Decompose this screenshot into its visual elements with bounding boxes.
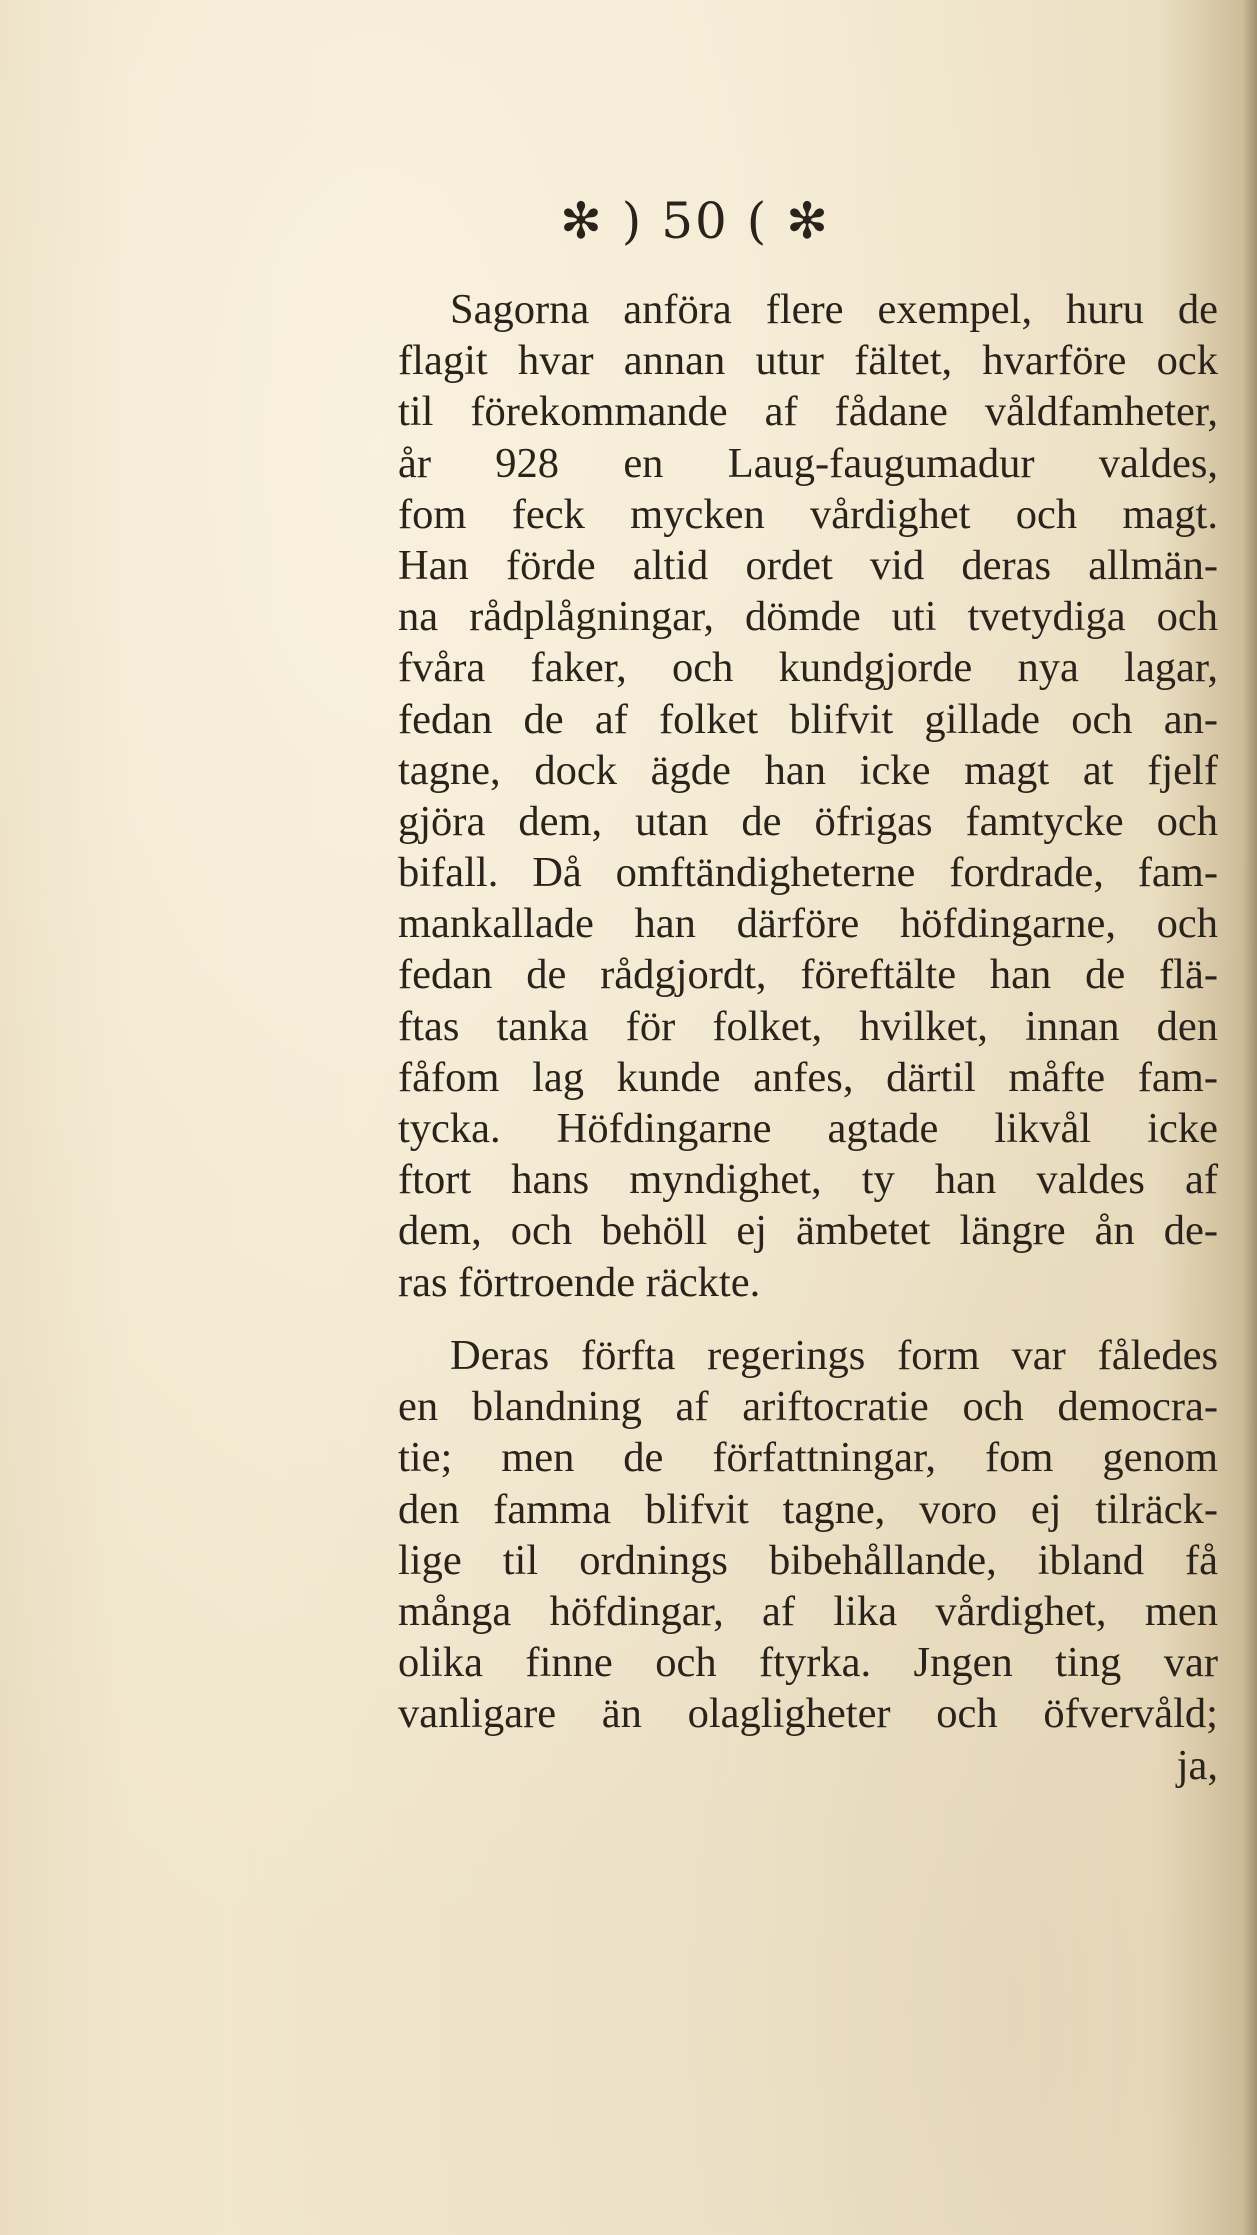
text-line: tie; men de författningar, fom genom xyxy=(398,1434,1218,1482)
paragraph-2 xyxy=(398,1330,1218,1791)
text-line: en blandning af ariftocratie och democra- xyxy=(398,1383,1218,1431)
text-line: lige til ordnings bibehållande, ibland få xyxy=(398,1536,1218,1584)
text-line: många höfdingar, af lika vårdighet, men xyxy=(398,1587,1218,1635)
text-line: til förekommande af fådane våldfamheter, xyxy=(398,388,1218,436)
text-line: den famma blifvit tagne, voro ej tilräck- xyxy=(398,1485,1218,1533)
text-line: olika finne och ftyrka. Jngen ting var xyxy=(398,1639,1218,1687)
text-line: Han förde altid ordet vid deras allmän- xyxy=(398,541,1218,589)
paragraph-1 xyxy=(398,284,1218,1308)
text-line: ftort hans myndighet, ty han valdes af xyxy=(398,1156,1218,1204)
text-line: fåfom lag kunde anfes, därtil måfte fam- xyxy=(398,1053,1218,1101)
page-gutter-shadow xyxy=(1243,0,1257,2235)
catchword: ja, xyxy=(1176,1741,1218,1789)
text-line: tagne, dock ägde han icke magt at fjelf xyxy=(398,746,1218,794)
text-line: år 928 en Laug-faugumadur valdes, xyxy=(398,439,1218,487)
text-line: dem, och behöll ej ämbetet längre ån de- xyxy=(398,1207,1218,1255)
text-line: fedan de af folket blifvit gillade och an- xyxy=(398,695,1218,743)
text-line: Sagorna anföra flere exempel, huru de xyxy=(450,286,1218,333)
text-line: ras förtroende räckte. xyxy=(398,1258,761,1306)
text-line: gjöra dem, utan de öfrigas famtycke och xyxy=(398,797,1218,845)
text-line: vanligare än olagligheter och öfvervåld; xyxy=(398,1690,1218,1738)
text-line: bifall. Då omftändigheterne fordrade, fam- xyxy=(398,849,1218,897)
text-line: ftas tanka för folket, hvilket, innan den xyxy=(398,1002,1218,1050)
text-line: flagit hvar annan utur fältet, hvarföre ock xyxy=(398,337,1218,385)
text-line: mankallade han därföre höfdingarne, och xyxy=(398,900,1218,948)
text-line: Deras förfta regerings form var fåledes xyxy=(450,1332,1218,1379)
text-line: fedan de rådgjordt, föreftälte han de flä- xyxy=(398,951,1218,999)
text-line: na rådplågningar, dömde uti tvetydiga och xyxy=(398,593,1218,641)
text-line: tycka. Höfdingarne agtade likvål icke xyxy=(398,1105,1218,1152)
text-line: fom feck mycken vårdighet och magt. xyxy=(398,490,1218,538)
page-header: ✻ ) 50 ( ✻ xyxy=(560,192,830,250)
text-line: fvåra faker, och kundgjorde nya lagar, xyxy=(398,644,1218,692)
